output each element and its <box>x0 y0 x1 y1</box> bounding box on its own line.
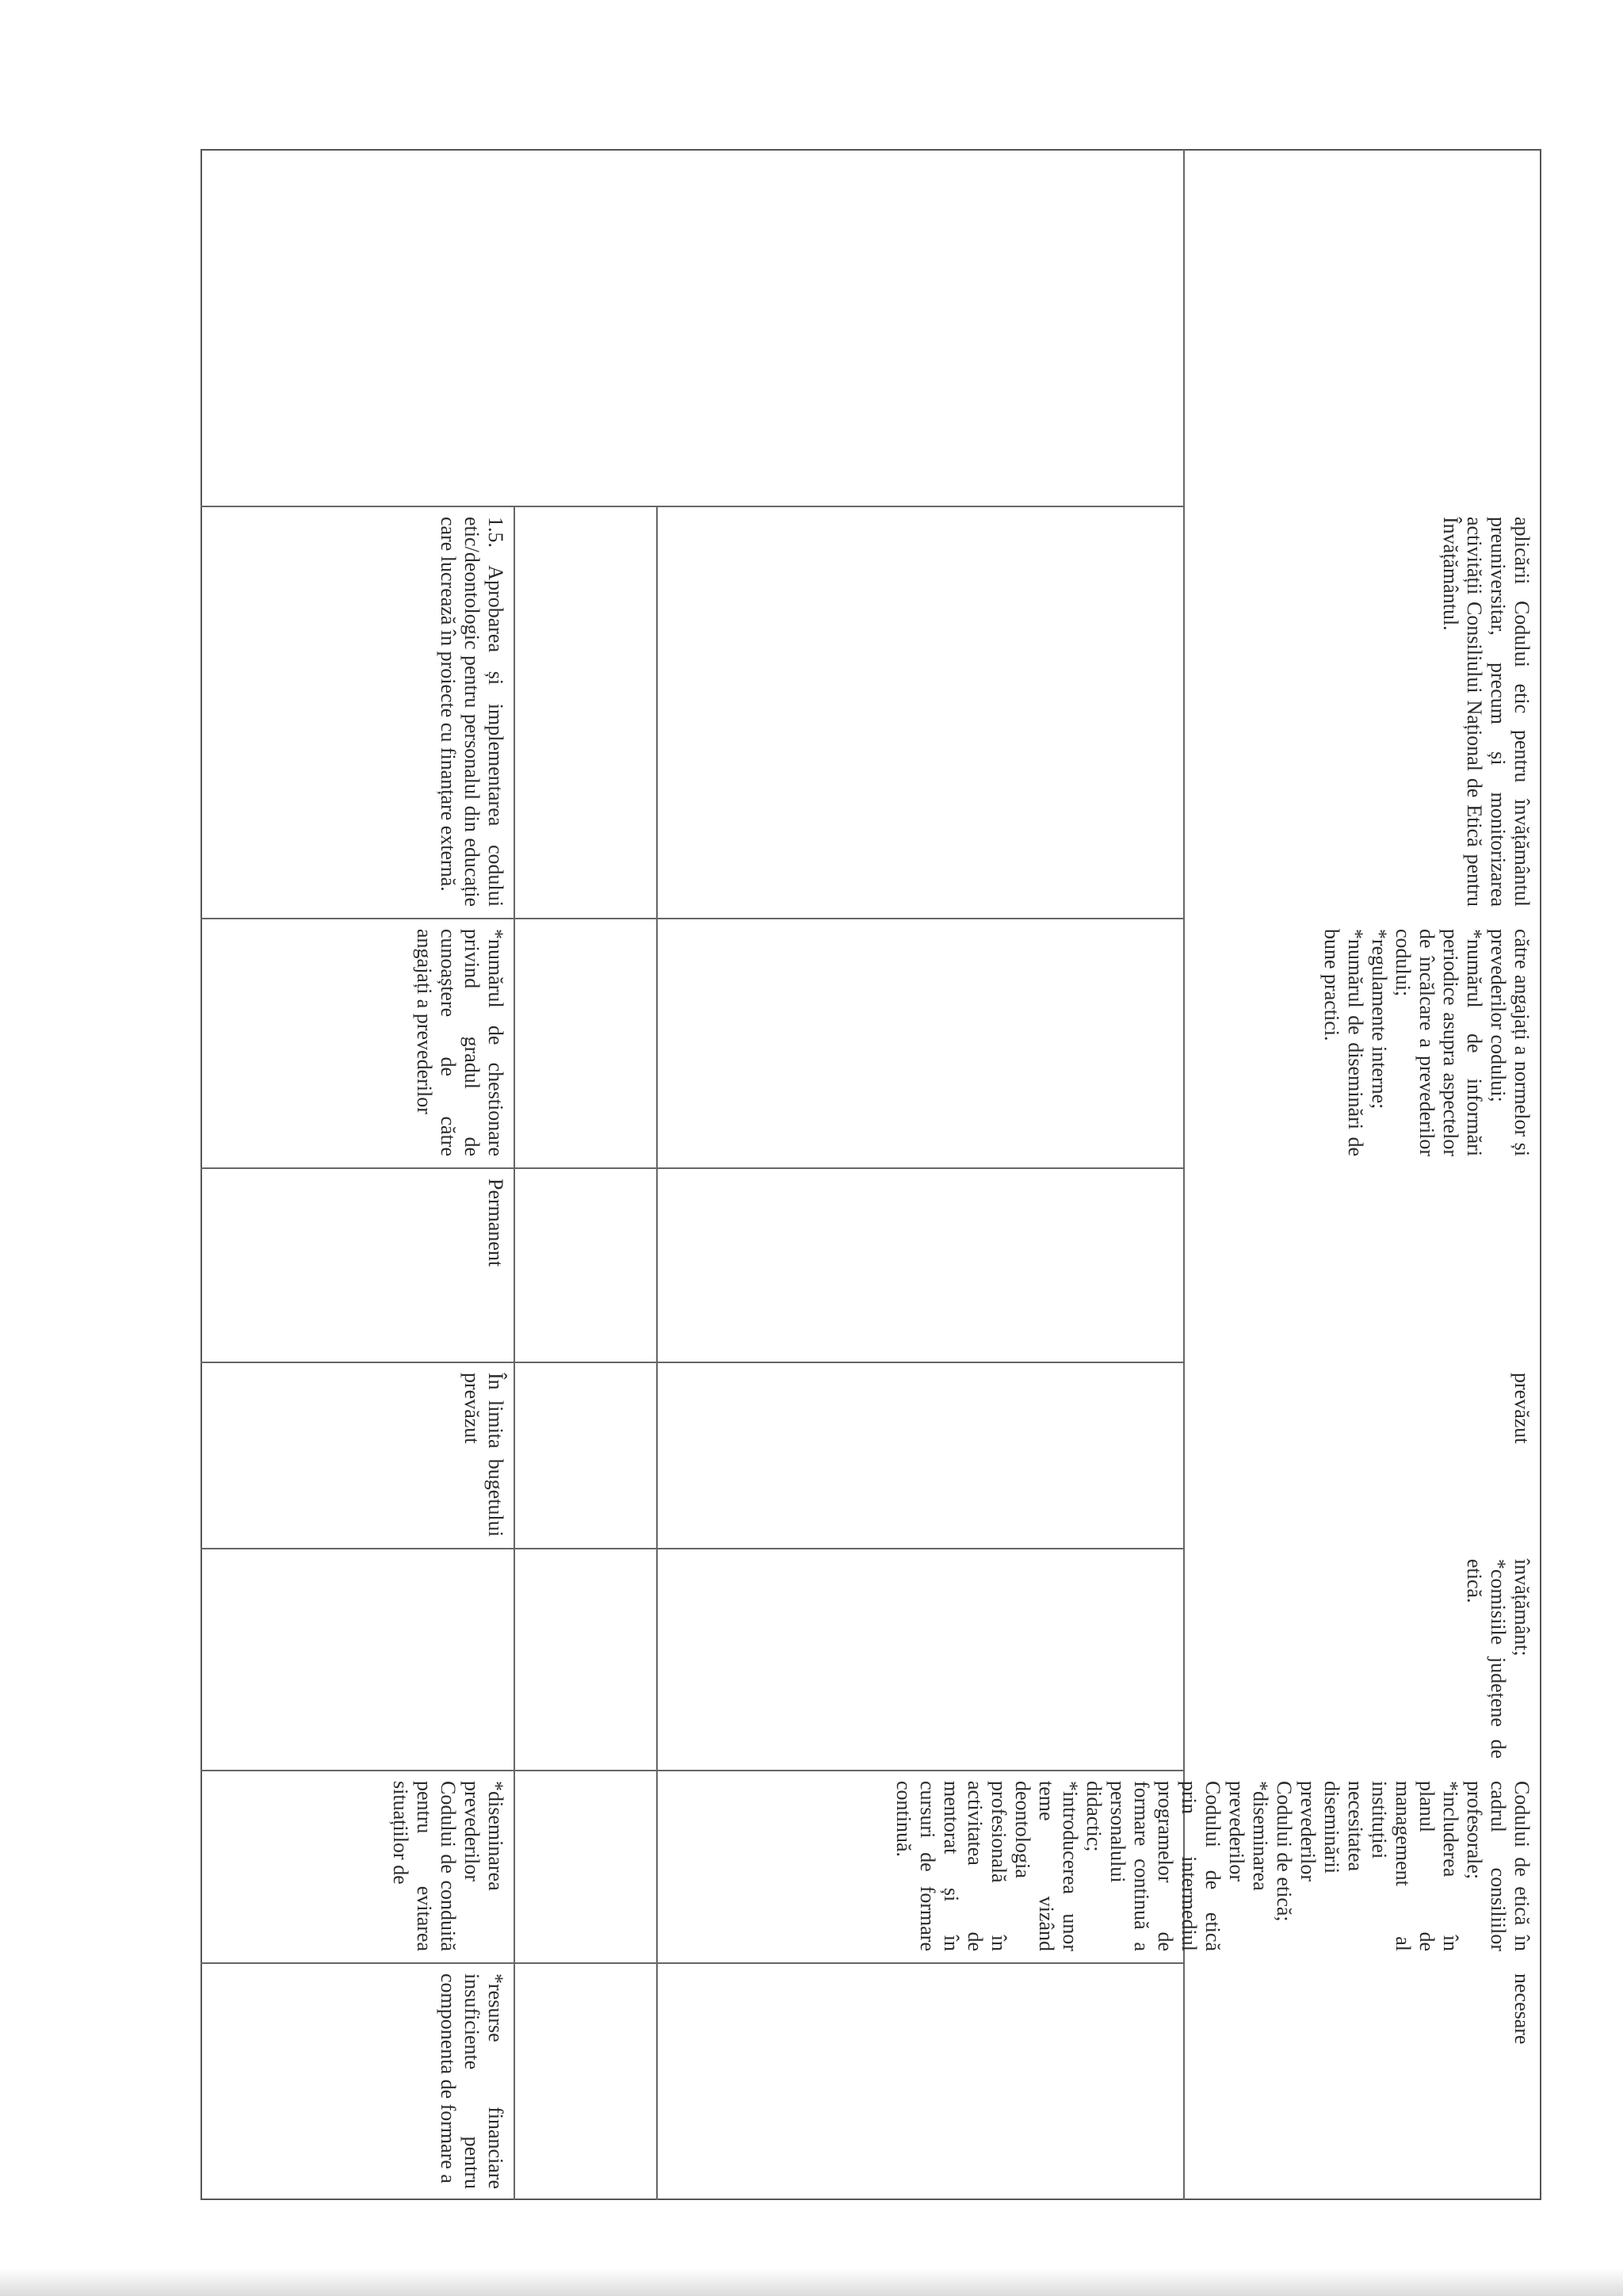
risk-measures-cell-continued: Codului de etică în cadrul consiliilor profesorale; *includerea în planul de management al instituției necesitatea diseminării prevederilor Codului de etică; *diseminarea prevederilor Codului de etică prin intermediul programelor de formare continuă a personalului didactic; *introducerea unor teme vizând deontologia profesională în activitatea de mentorat și în cursuri de formare continuă. <box>892 1781 1533 1951</box>
responsible-cell-continued: învățământ; *comisiile județene de etică. <box>1463 1559 1533 1759</box>
row-divider-middle <box>656 506 658 2200</box>
rotated-table <box>200 149 1541 2200</box>
risk-measures-cell-1-5: *diseminarea prevederilor Codului de conduită pentru evitarea situațiilor de <box>389 1781 507 1951</box>
notes-cell-1-5: *resurse financiare insuficiente pentru componenta de formare a <box>437 1973 507 2189</box>
indicators-cell-continued: către angajați a normelor și prevederilor codului; *numărul de informări periodice asupra aspectelor de încălcare a prevederilor codului; *regulamente interne; *numărul de diseminări de bune practici. <box>1320 929 1533 1156</box>
deadline-cell-continued <box>1185 1167 1541 1362</box>
notes-cell-continued: necesare <box>1510 1973 1533 2045</box>
responsible-cell-1-5 <box>200 1548 515 1770</box>
objective-cell-1-5: 1.5. Aprobarea și implementarea codului etic/deontologic pentru personalul din educație care lucrează în proiecte cu finanțare externă. <box>437 517 507 907</box>
resources-cell-1-5: În limita bugetului prevăzut <box>460 1373 507 1537</box>
resources-cell-continued: prevăzut <box>1510 1373 1533 1444</box>
objective-cell-continued: aplicării Codului etic pentru învățământul preuniversitar, precum și monitorizarea activității Consiliului Național de Etică pentru Învățământul. <box>1439 517 1533 907</box>
scan-bottom-edge <box>0 2268 1623 2296</box>
deadline-cell-1-5: Permanent <box>484 1179 507 1267</box>
indicators-cell-1-5: *numărul de chestionare privind gradul de cunoaștere de către angajați a prevederilor <box>413 929 507 1156</box>
